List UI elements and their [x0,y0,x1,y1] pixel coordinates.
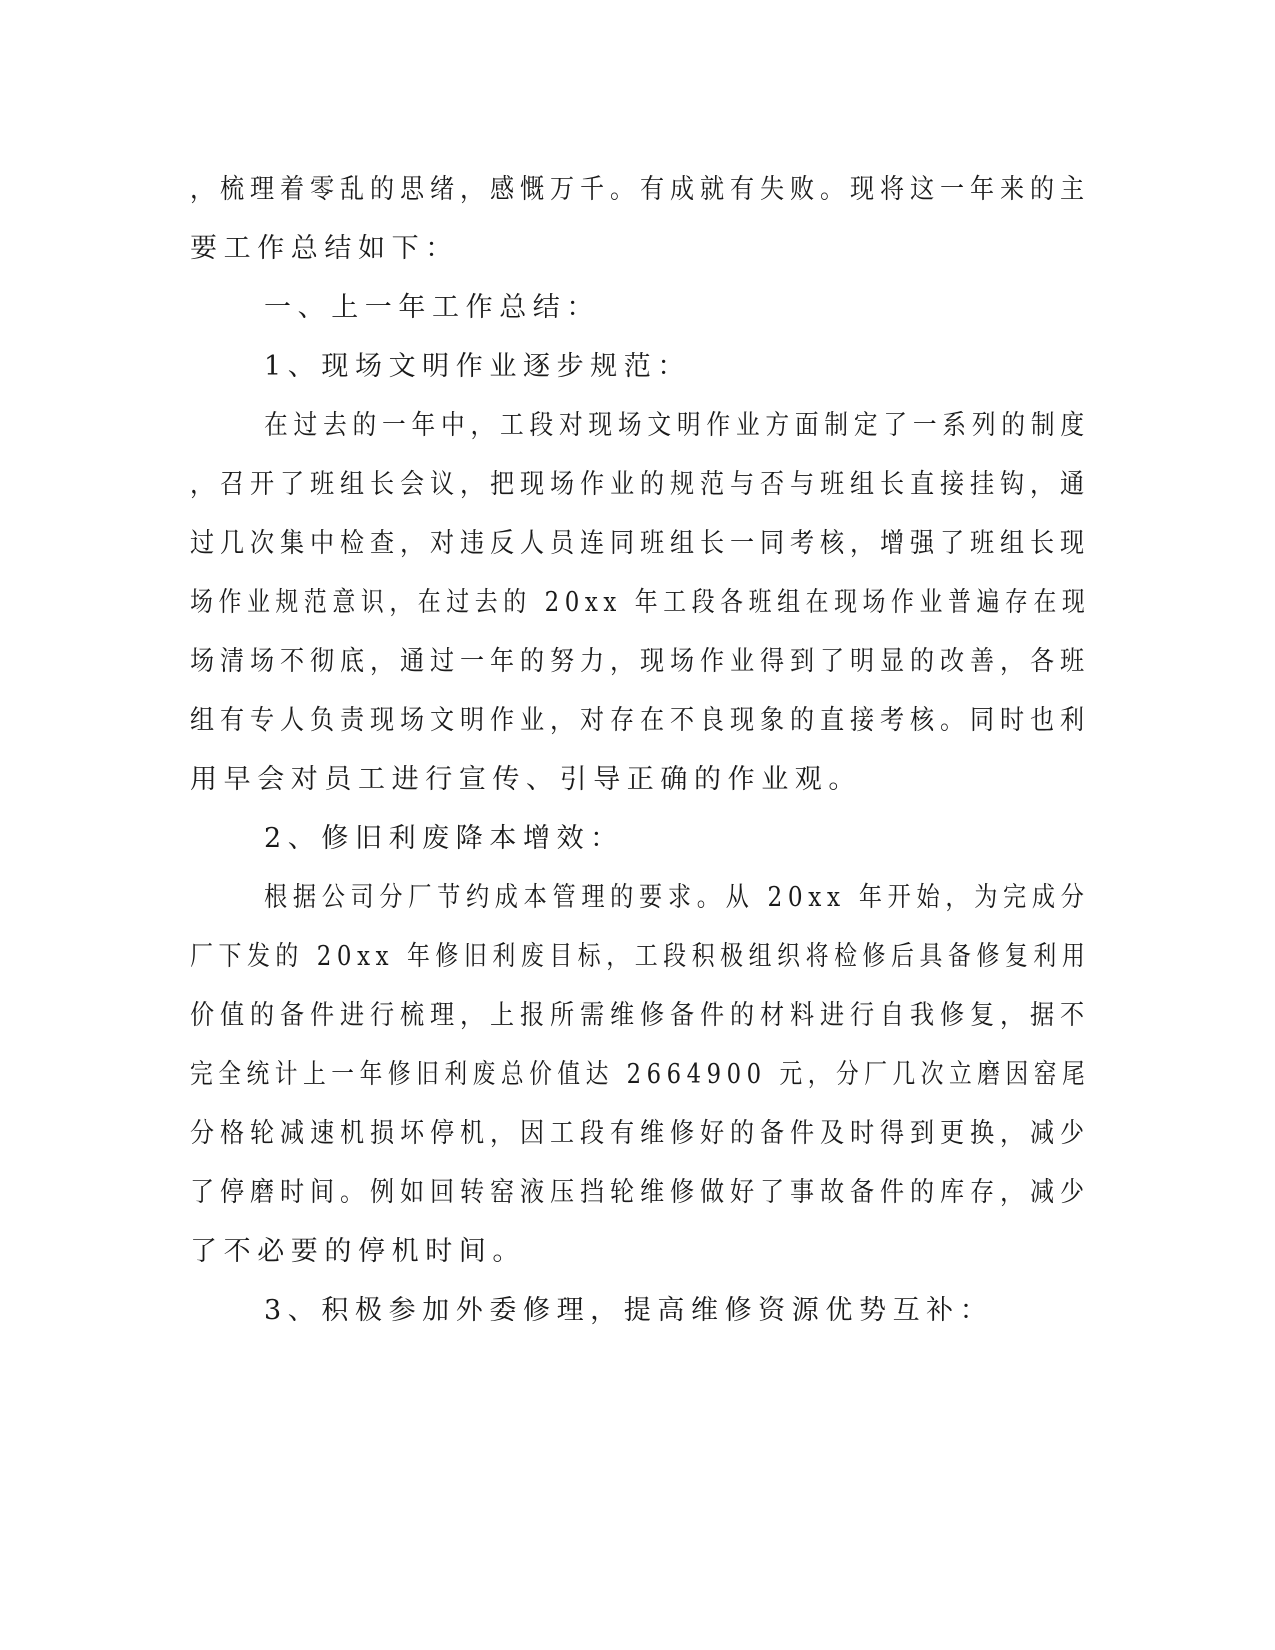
section-heading: 一、上一年工作总结： [264,292,600,323]
text-line: 场作业规范意识，在过去的 20xx 年工段各班组在现场作业普遍存在现 [190,587,1091,618]
subsection-heading: 3、积极参加外委修理，提高维修资源优势互补： [264,1295,994,1326]
text-line: 完全统计上一年修旧利废总价值达 2664900 元，分厂几次立磨因窑尾 [190,1059,1091,1090]
text-line: 用早会对员工进行宣传、引导正确的作业观。 [190,764,862,795]
text-line: 分格轮减速机损坏停机，因工段有维修好的备件及时得到更换，减少 [190,1118,1091,1149]
text-line: 要工作总结如下： [190,233,459,264]
subsection-heading: 2、修旧利废降本增效： [264,823,624,854]
text-line: ，召开了班组长会议，把现场作业的规范与否与班组长直接挂钩，通 [190,469,1091,500]
text-line: ，梳理着零乱的思绪，感慨万千。有成就有失败。现将这一年来的主 [190,174,1091,205]
text-line: 在过去的一年中，工段对现场文明作业方面制定了一系列的制度 [264,410,1090,441]
text-line: 过几次集中检查，对违反人员连同班组长一同考核，增强了班组长现 [190,528,1091,559]
text-line: 组有专人负责现场文明作业，对存在不良现象的直接考核。同时也利 [190,705,1091,736]
text-line: 厂下发的 20xx 年修旧利废目标，工段积极组织将检修后具备修复利用 [190,941,1091,972]
text-line: 了停磨时间。例如回转窑液压挡轮维修做好了事故备件的库存，减少 [190,1177,1091,1208]
text-line: 根据公司分厂节约成本管理的要求。从 20xx 年开始，为完成分 [264,882,1090,913]
text-line: 价值的备件进行梳理，上报所需维修备件的材料进行自我修复，据不 [190,1000,1091,1031]
text-line: 场清场不彻底，通过一年的努力，现场作业得到了明显的改善，各班 [190,646,1091,677]
text-line: 了不必要的停机时间。 [190,1236,526,1267]
subsection-heading: 1、现场文明作业逐步规范： [264,351,691,382]
